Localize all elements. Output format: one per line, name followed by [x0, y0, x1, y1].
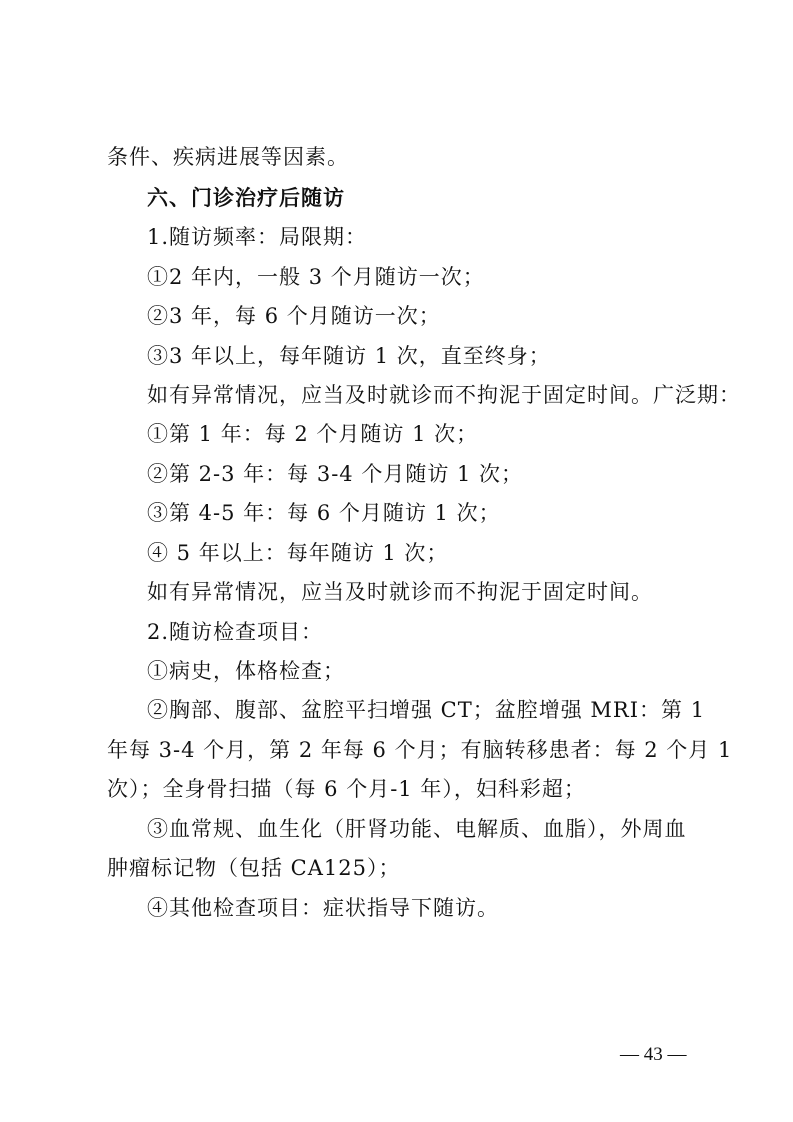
section-heading: 六、门诊治疗后随访 — [147, 186, 345, 210]
text-line: 如有异常情况，应当及时就诊而不拘泥于固定时间。广泛期： — [147, 383, 741, 407]
text-line: ④其他检查项目：症状指导下随访。 — [147, 896, 499, 920]
text-line: ①2 年内，一般 3 个月随访一次； — [147, 265, 485, 289]
text-line: ③血常规、血生化（肝肾功能、电解质、血脂），外周血 — [147, 817, 687, 841]
text-line: 年每 3-4 个月，第 2 年每 6 个月；有脑转移患者：每 2 个月 1 — [107, 738, 733, 762]
text-line: ③第 4-5 年：每 6 个月随访 1 次； — [147, 501, 501, 525]
text-line: ③3 年以上，每年随访 1 次，直至终身； — [147, 344, 551, 368]
text-line: 如有异常情况，应当及时就诊而不拘泥于固定时间。 — [147, 580, 653, 604]
text-line: ②胸部、腹部、盆腔平扫增强 CT；盆腔增强 MRI：第 1 — [147, 698, 706, 722]
text-line: ④ 5 年以上：每年随访 1 次； — [147, 541, 449, 565]
text-line: 肿瘤标记物（包括 CA125）； — [107, 856, 401, 880]
text-line: 条件、疾病进展等因素。 — [107, 145, 349, 169]
page-number: — 43 — — [620, 1044, 687, 1065]
text-line: ①病史，体格检查； — [147, 659, 345, 683]
text-line: ①第 1 年：每 2 个月随访 1 次； — [147, 422, 479, 446]
text-line: 次）；全身骨扫描（每 6 个月-1 年），妇科彩超； — [107, 777, 586, 801]
text-line: 1.随访频率：局限期： — [147, 225, 368, 249]
text-line: 2.随访检查项目： — [147, 620, 324, 644]
text-line: ②3 年，每 6 个月随访一次； — [147, 304, 441, 328]
text-line: ②第 2-3 年：每 3-4 个月随访 1 次； — [147, 462, 524, 486]
